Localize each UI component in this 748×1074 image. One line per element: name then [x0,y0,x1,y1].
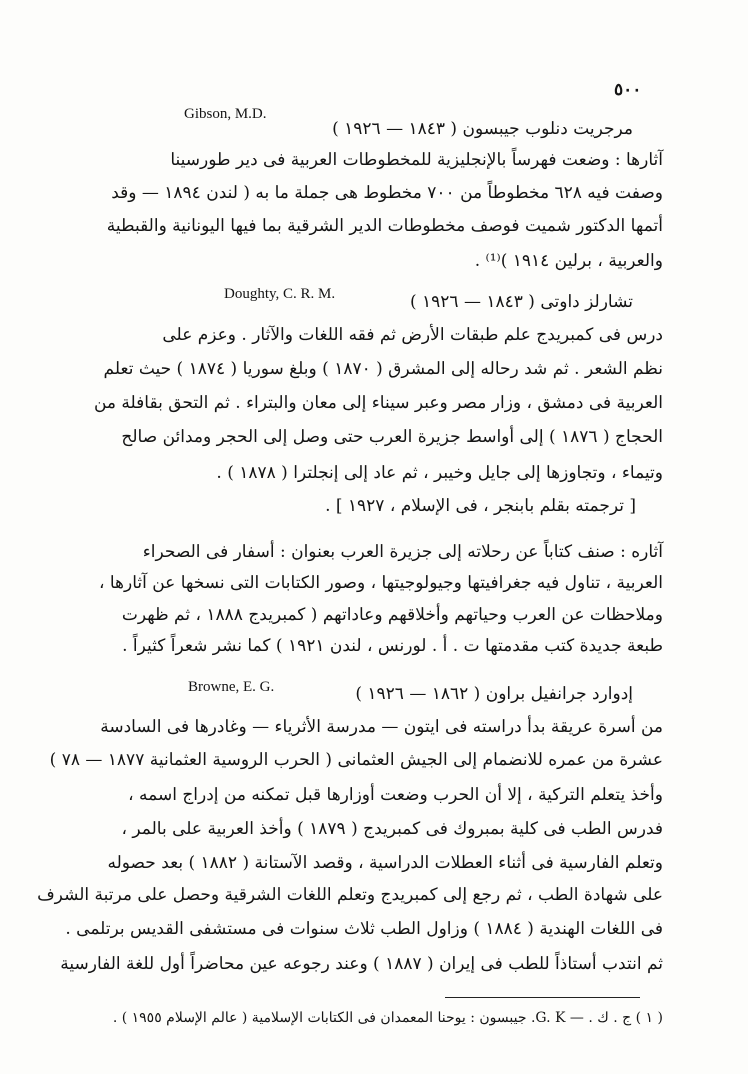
entry-line: ثم انتدب أستاذاً للطب فى إيران ( ١٨٨٧ ) وعند رجوعه عين محاضراً أول للغة الفارسية [60,954,663,974]
footnote-divider [445,997,640,998]
entry-line: وأخذ يتعلم التركية ، إلا أن الحرب وضعت أوزارها قبل تمكنه من إدراج اسمه ، [128,785,663,805]
entry-latin-name: Gibson, M.D. [184,106,267,122]
entry-line: آثارها : وضعت فهرساً بالإنجليزية للمخطوطات العربية فى دير طورسينا [170,150,663,170]
page-number: ٥٠٠ [614,80,642,100]
entry-latin-name: Doughty, C. R. M. [224,286,336,302]
entry-line: أتمها الدكتور شميت فوصف مخطوطات الدير الشرقية بما فيها اليونانية والقبطية [106,216,663,236]
entry-heading: مرجريت دنلوب جيبسون ( ١٨٤٣ — ١٩٢٦ ) [332,119,633,139]
entry-line: وتعلم الفارسية فى أثناء العطلات الدراسية ، وقصد الآستانة ( ١٨٨٢ ) بعد حصوله [107,853,663,873]
entry-line: من أسرة عريقة بدأ دراسته فى ايتون — مدرسة الأثرياء — وغادرها فى السادسة [100,717,663,737]
entry-line: طبعة جديدة كتب مقدمتها ت . أ . لورنس ، لندن ١٩٢١ ) كما نشر شعراً كثيراً . [122,636,663,656]
entry-line: آثاره : صنف كتاباً عن رحلاته إلى جزيرة العرب بعنوان : أسفار فى الصحراء [142,542,663,562]
entry-line: [ ترجمته بقلم بابنجر ، فى الإسلام ، ١٩٢٧ ] . [325,496,636,516]
entry-line: فدرس الطب فى كلية بمبروك فى كمبريدج ( ١٨٧٩ ) وأخذ العربية على بالمر ، [121,819,663,839]
entry-line: عشرة من عمره للانضمام إلى الجيش العثمانى ( الحرب الروسية العثمانية ١٨٧٧ — ٧٨ ) [49,750,663,770]
entry-line: على شهادة الطب ، ثم رجع إلى كمبريدج وتعلم اللغات الشرقية وحصل على مرتبة الشرف [37,885,663,905]
entry-line: العربية ، تناول فيه جغرافيتها وجيولوجيتها ، وصور الكتابات التى نسخها عن آثارها ، [98,573,663,593]
entry-heading: إدوارد جرانفيل براون ( ١٨٦٢ — ١٩٢٦ ) [355,684,633,704]
entry-line: والعربية ، برلين ١٩١٤ )⁽¹⁾ . [474,251,663,271]
entry-heading: تشارلز داوتى ( ١٨٤٣ — ١٩٢٦ ) [409,292,633,312]
entry-line: فى اللغات الهندية ( ١٨٨٤ ) وزاول الطب ثلاث سنوات فى مستشفى القديس برتلمى . [65,919,663,939]
entry-line: العربية فى دمشق ، وزار مصر وعبر سيناء إلى معان والبتراء . ثم التحق بقافلة من [93,393,663,413]
footnote: ( ١ ) ج . ك . — G. K. جيبسون : يوحنا المعمدان فى الكتابات الإسلامية ( عالم الإسلام ١٩٥٥ ) . [112,1010,663,1026]
entry-line: الحجاج ( ١٨٧٦ ) إلى أواسط جزيرة العرب حتى وصل إلى الحجر ومدائن صالح [121,427,663,447]
entry-line: وملاحظات عن العرب وحياتهم وأخلاقهم وعاداتهم ( كمبريدج ١٨٨٨ ، ثم ظهرت [121,605,663,625]
entry-line: نظم الشعر . ثم شد رحاله إلى المشرق ( ١٨٧٠ ) وبلغ سوريا ( ١٨٧٤ ) حيث تعلم [103,359,663,379]
entry-line: وصفت فيه ٦٢٨ مخطوطاً من ٧٠٠ مخطوط هى جملة ما به ( لندن ١٨٩٤ — وقد [111,183,663,203]
entry-latin-name: Browne, E. G. [188,679,275,695]
entry-line: وتيماء ، وتجاوزها إلى جايل وخيبر ، ثم عاد إلى إنجلترا ( ١٨٧٨ ) . [216,463,663,483]
entry-line: درس فى كمبريدج علم طبقات الأرض ثم فقه اللغات والآثار . وعزم على [162,325,663,345]
